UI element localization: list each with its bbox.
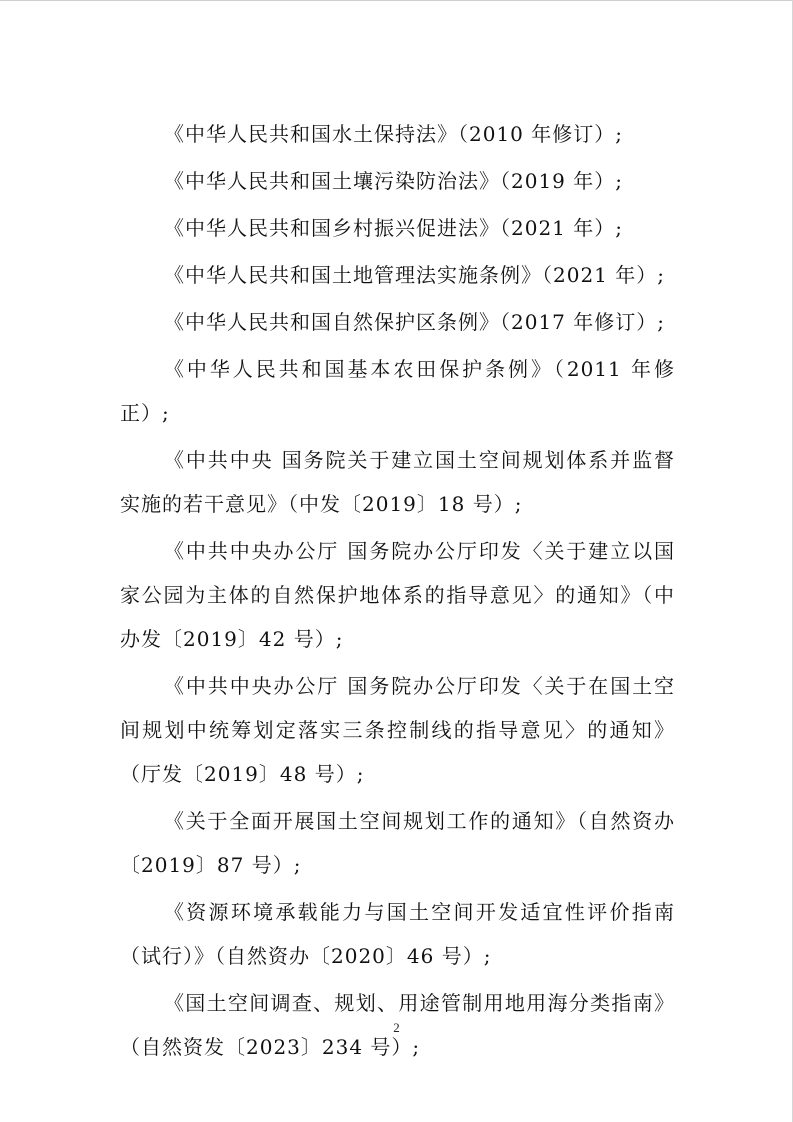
list-item: 《中华人民共和国基本农田保护条例》（2011 年修正）; xyxy=(120,357,675,425)
list-item: 《中共中央 国务院关于建立国土空间规划体系并监督实施的若干意见》（中发〔2019〕18 号）; xyxy=(120,448,675,516)
list-item: 《关于全面开展国土空间规划工作的通知》（自然资办〔2019〕87 号）; xyxy=(120,809,675,877)
list-item: 《资源环境承载能力与国土空间开发适宜性评价指南（试行）》（自然资办〔2020〕46 号）; xyxy=(120,900,675,968)
list-item: 《中共中央办公厅 国务院办公厅印发〈关于在国土空间规划中统筹划定落实三条控制线的指导意见〉的通知》（厅发〔2019〕48 号）; xyxy=(120,674,675,786)
list-item: 《国土空间调查、规划、用途管制用地用海分类指南》（自然资发〔2023〕234 号）; xyxy=(120,991,675,1059)
regulation-list xyxy=(120,112,675,1072)
list-item: 《中共中央办公厅 国务院办公厅印发〈关于建立以国家公园为主体的自然保护地体系的指导意见〉的通知》（中办发〔2019〕42 号）; xyxy=(120,539,675,651)
list-item: 《中华人民共和国土地管理法实施条例》（2021 年）; xyxy=(164,263,665,287)
page-number: 2 xyxy=(393,1020,400,1035)
list-item: 《中华人民共和国乡村振兴促进法》（2021 年）; xyxy=(164,216,623,240)
list-item: 《中华人民共和国土壤污染防治法》（2019 年）; xyxy=(164,169,623,193)
list-item: 《中华人民共和国自然保护区条例》（2017 年修订）; xyxy=(164,310,665,334)
page-top-edge xyxy=(0,0,793,1)
list-item: 《中华人民共和国水土保持法》（2010 年修订）; xyxy=(164,122,623,146)
